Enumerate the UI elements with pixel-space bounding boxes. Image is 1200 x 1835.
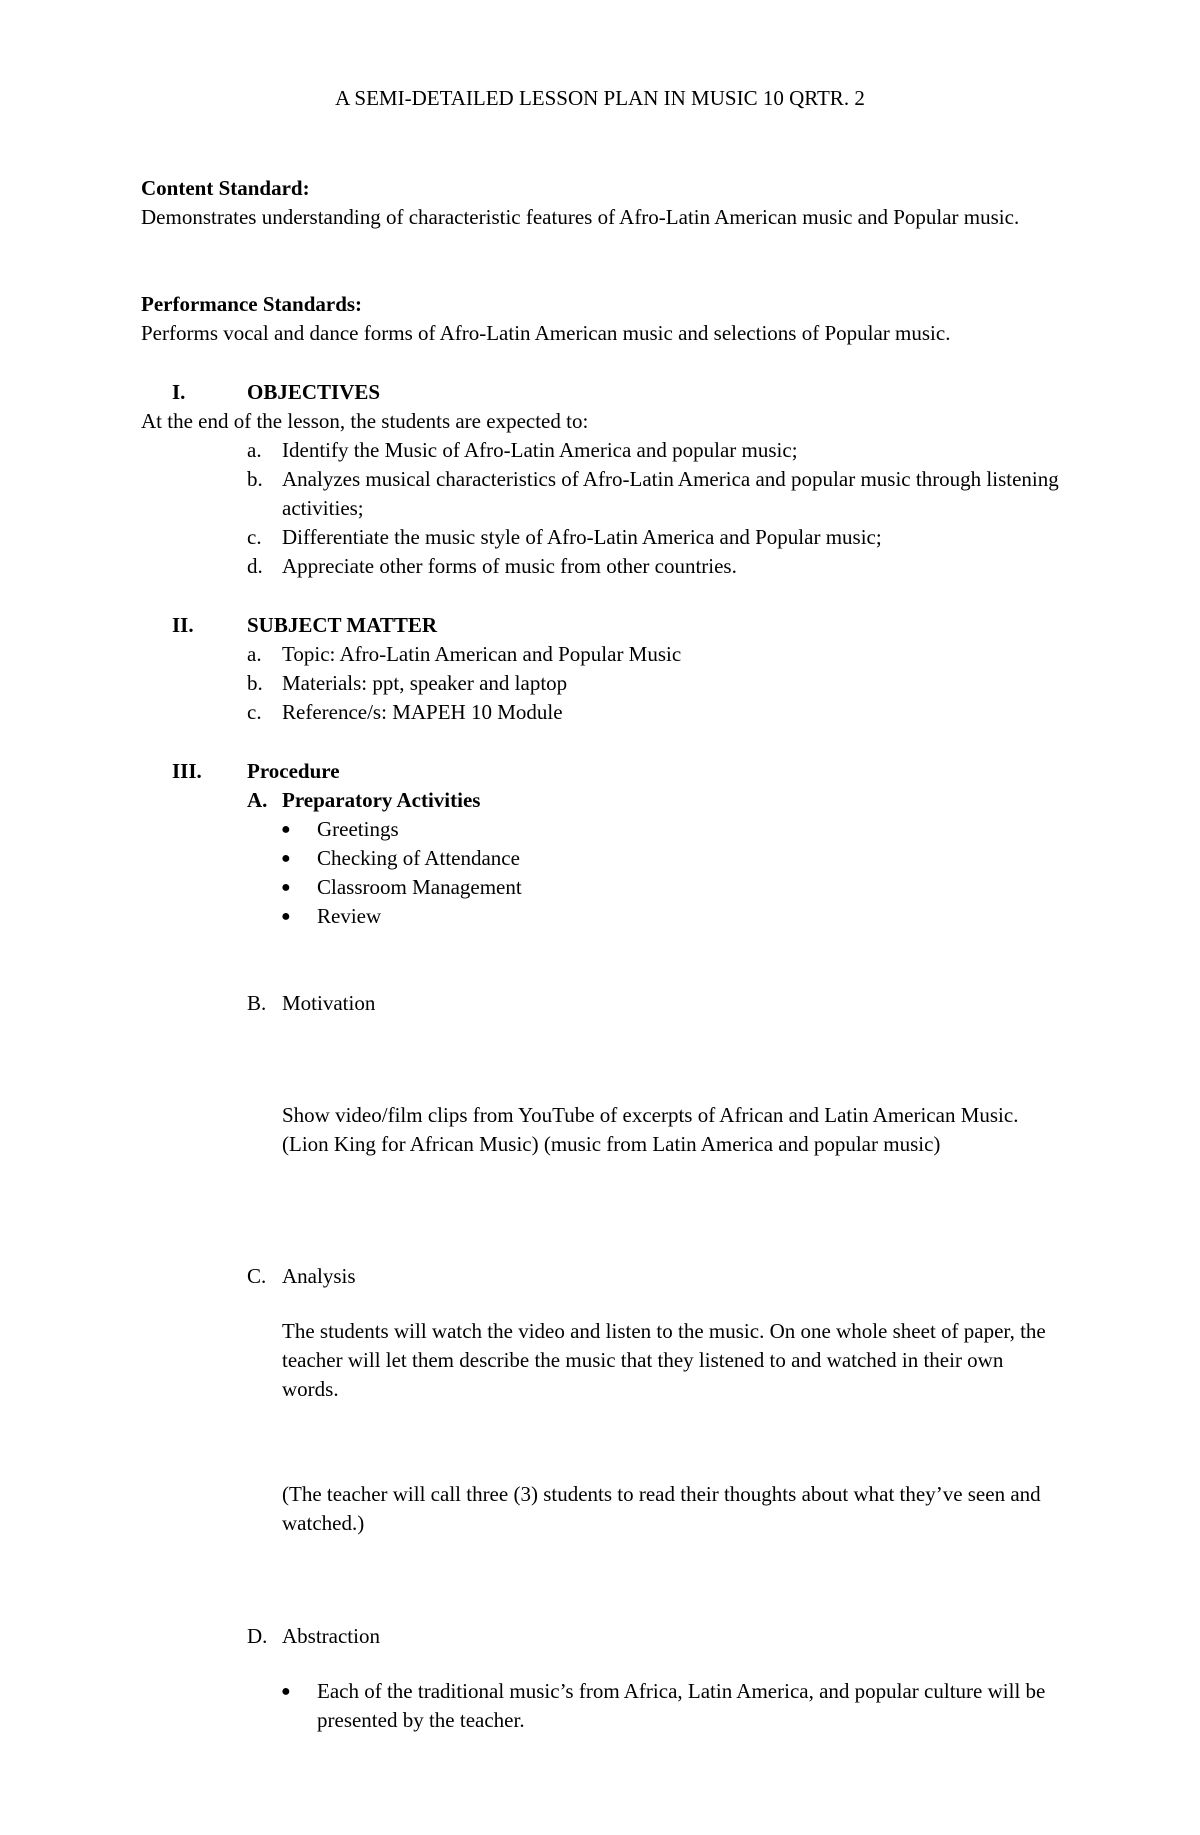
objective-item (247, 436, 1067, 465)
list-marker: D. (247, 1624, 268, 1648)
abstraction-label: Abstraction (282, 1624, 380, 1648)
objective-text: Analyzes musical characteristics of Afro-Latin America and popular music through listening activities; (282, 467, 1059, 520)
document-title: A SEMI-DETAILED LESSON PLAN IN MUSIC 10 QRTR. 2 (335, 86, 865, 110)
preparatory-activity: Greetings (317, 817, 399, 841)
analysis-note: (The teacher will call three (3) students to read their thoughts about what they’ve seen and watched.) (282, 1482, 1041, 1535)
list-marker: C. (247, 1264, 267, 1288)
procedure-numeral: III. (172, 759, 202, 783)
content-standard-text: Demonstrates understanding of characteristic features of Afro-Latin American music and Popular music. (141, 205, 1020, 229)
objective-item (247, 465, 1067, 523)
list-item (281, 1677, 1077, 1735)
performance-standards-label: Performance Standards: (141, 292, 363, 316)
list-item (281, 902, 1077, 931)
content-standard-label: Content Standard: (141, 176, 310, 200)
list-marker: c. (247, 700, 262, 724)
preparatory-activity: Review (317, 904, 382, 928)
objectives-numeral: I. (172, 380, 186, 404)
subject-matter-text: Materials: ppt, speaker and laptop (282, 671, 568, 695)
objective-item (247, 523, 1067, 552)
list-marker: B. (247, 991, 267, 1015)
objectives-heading: OBJECTIVES (247, 380, 381, 404)
bullet-icon: ● (281, 1683, 291, 1700)
subject-matter-text: Reference/s: MAPEH 10 Module (282, 700, 563, 724)
procedure-heading: Procedure (247, 759, 340, 783)
abstraction-point: Each of the traditional music’s from Africa, Latin America, and popular culture will be presented by the teacher. (317, 1679, 1046, 1732)
subject-matter-item (247, 640, 1067, 669)
analysis-text: The students will watch the video and listen to the music. On one whole sheet of paper, the teacher will let them describe the music that they listened to and watched in their own words. (282, 1319, 1046, 1401)
list-marker: b. (247, 671, 263, 695)
list-item (281, 844, 1077, 873)
performance-standards-text: Performs vocal and dance forms of Afro-Latin American music and selections of Popular music. (141, 321, 951, 345)
list-marker: b. (247, 467, 263, 491)
bullet-icon: ● (281, 908, 291, 925)
list-marker: c. (247, 525, 262, 549)
subject-matter-item (247, 698, 1067, 727)
motivation-label: Motivation (282, 991, 376, 1015)
list-marker: a. (247, 642, 262, 666)
motivation-heading (247, 989, 1067, 1018)
objective-text: Identify the Music of Afro-Latin America and popular music; (282, 438, 798, 462)
list-marker: a. (247, 438, 262, 462)
preparatory-activity: Classroom Management (317, 875, 522, 899)
objective-text: Appreciate other forms of music from other countries. (282, 554, 737, 578)
subject-matter-text: Topic: Afro-Latin American and Popular Music (282, 642, 682, 666)
objective-item (247, 552, 1067, 581)
list-item (281, 815, 1077, 844)
list-item (281, 873, 1077, 902)
objective-text: Differentiate the music style of Afro-Latin America and Popular music; (282, 525, 882, 549)
list-marker: A. (247, 788, 268, 812)
preparatory-activity: Checking of Attendance (317, 846, 520, 870)
analysis-heading (247, 1262, 1067, 1291)
abstraction-heading (247, 1622, 1067, 1651)
subject-matter-heading: SUBJECT MATTER (247, 613, 438, 637)
objectives-intro: At the end of the lesson, the students are expected to: (141, 409, 589, 433)
bullet-icon: ● (281, 879, 291, 896)
subject-matter-item (247, 669, 1067, 698)
list-marker: d. (247, 554, 263, 578)
bullet-icon: ● (281, 821, 291, 838)
subject-matter-numeral: II. (172, 613, 194, 637)
motivation-text: Show video/film clips from YouTube of excerpts of African and Latin American Music. (Lion King for African Music) (music from Latin America and popular music) (282, 1103, 1019, 1156)
preparatory-activities-label: Preparatory Activities (282, 788, 481, 812)
bullet-icon: ● (281, 850, 291, 867)
preparatory-activities-heading (247, 786, 1067, 815)
analysis-label: Analysis (282, 1264, 356, 1288)
